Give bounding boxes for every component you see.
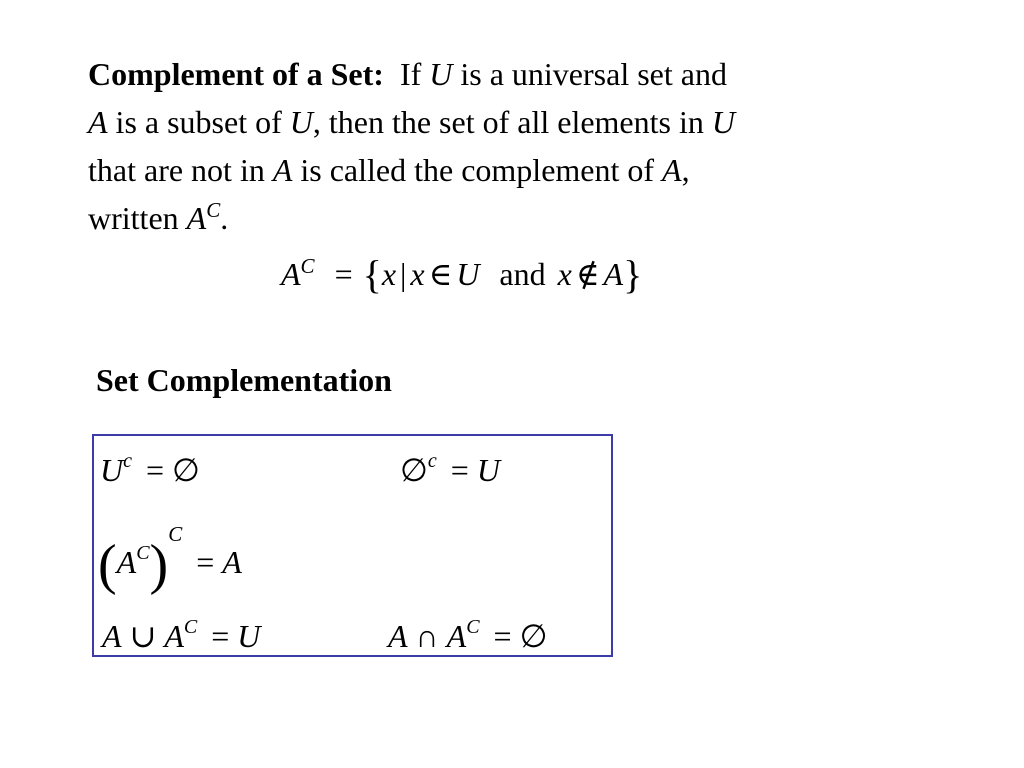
empty-set-symbol: ∅: [172, 452, 200, 488]
equals-sign: =: [211, 618, 230, 654]
equals-sign: =: [334, 256, 353, 292]
property-term: A: [116, 544, 137, 580]
property-term: A: [102, 618, 122, 654]
section-title: Set Complementation: [96, 362, 392, 398]
property-term: A: [164, 618, 184, 654]
element-of-symbol: ∈: [428, 256, 453, 292]
variable-A: A: [272, 152, 293, 188]
empty-set-symbol: ∅: [400, 452, 428, 488]
complement-formula: [281, 248, 642, 301]
property-superscript: C: [466, 616, 480, 638]
property-union-complement: [102, 616, 260, 656]
definition-line-1: [88, 50, 908, 98]
such-that-bar: |: [400, 256, 407, 292]
definition-text: is a subset of: [107, 104, 290, 140]
property-term: U: [237, 618, 261, 654]
definition-line-3: [88, 146, 908, 194]
not-element-of-symbol: ∉: [575, 256, 600, 292]
variable-U: U: [289, 104, 313, 140]
union-symbol: ∪: [129, 618, 157, 654]
property-superscript: c: [123, 450, 132, 472]
definition-line-4: [88, 194, 908, 242]
property-term: A: [222, 544, 242, 580]
property-superscript: C: [183, 616, 198, 638]
definition-line-2: [88, 98, 908, 146]
open-paren: (: [98, 534, 117, 596]
property-empty-complement: [400, 450, 500, 490]
close-brace: }: [623, 252, 643, 297]
definition-heading: Complement of a Set:: [88, 56, 384, 92]
definition-text: is a universal set and: [452, 56, 727, 92]
variable-A: A: [186, 200, 207, 236]
definition-text: If: [399, 56, 430, 92]
property-term: U: [100, 452, 124, 488]
and-word: and: [499, 256, 546, 292]
property-superscript: c: [427, 450, 437, 472]
property-term: A: [446, 618, 467, 654]
definition-text: .: [220, 200, 229, 236]
variable-A: A: [88, 104, 108, 140]
variable-A: A: [603, 256, 624, 292]
open-brace: {: [362, 252, 382, 297]
definition-text: , then the set of all elements in: [312, 104, 712, 140]
properties-box: [92, 434, 613, 657]
equals-sign: =: [493, 618, 512, 654]
variable-U: U: [711, 104, 735, 140]
definition-text: written: [88, 200, 187, 236]
empty-set-symbol: ∅: [519, 618, 548, 654]
variable-x: x: [557, 256, 572, 292]
variable-x: x: [410, 256, 425, 292]
formula-lhs: A: [281, 256, 301, 292]
property-term: A: [388, 618, 408, 654]
variable-A: A: [662, 152, 682, 188]
property-superscript: C: [168, 522, 183, 546]
variable-U: U: [456, 256, 480, 292]
variable-U: U: [429, 56, 453, 92]
definition-text: that are not in: [88, 152, 273, 188]
definition-text: ,: [681, 152, 690, 188]
intersection-symbol: ∩: [415, 618, 439, 654]
close-paren: ): [149, 534, 169, 596]
property-term: U: [476, 452, 500, 488]
property-intersection-complement: [388, 616, 547, 656]
definition-paragraph: [88, 50, 908, 242]
definition-text: is called the complement of: [292, 152, 663, 188]
equals-sign: =: [146, 452, 165, 488]
formula-lhs-superscript: C: [300, 254, 315, 278]
equals-sign: =: [196, 544, 215, 580]
variable-x: x: [381, 256, 397, 292]
superscript-C: C: [206, 198, 221, 222]
property-superscript: C: [136, 542, 150, 564]
equals-sign: =: [450, 452, 469, 488]
property-double-complement: [98, 522, 242, 596]
property-universal-complement: [100, 450, 200, 490]
